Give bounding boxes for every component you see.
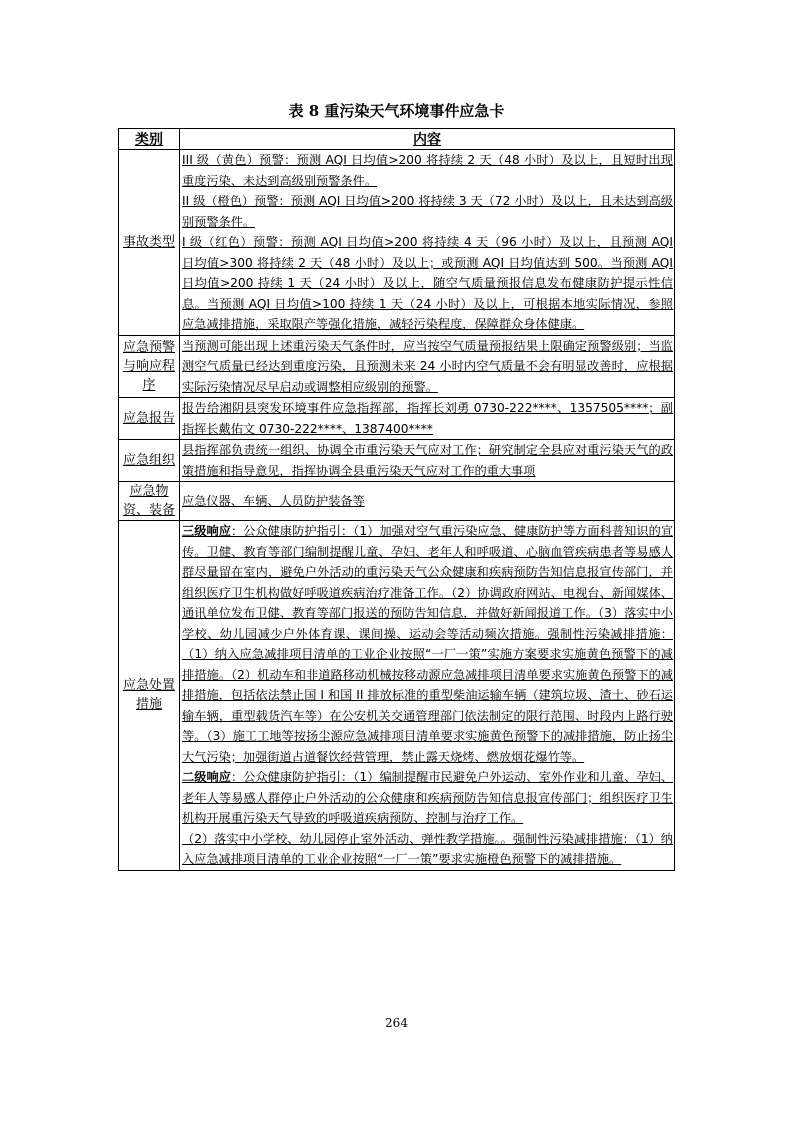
table-row [119,440,675,482]
table-row [119,150,675,336]
table-row [119,335,675,398]
content-cell [180,335,675,398]
content-paragraph [182,767,673,829]
content-cell [180,150,675,336]
content-cell [180,521,675,871]
table-header-row [119,129,675,150]
table-row [119,521,675,871]
content-paragraph: 县指挥部负责统一组织、协调全市重污染天气应对工作；研究制定全县应对重污染天气的政策措施和指导意见，指挥协调全县重污染天气应对工作的重大事项 [182,443,673,478]
table-title: 表 8 重污染天气环境事件应急卡 [288,102,505,120]
category-cell: 应急物资、装备 [119,482,180,521]
table-row [119,482,675,521]
header-content: 内容 [180,129,675,150]
category-cell: 事故类型 [119,150,180,336]
emergency-card-table [118,128,675,871]
content-paragraph: 应急仪器、车辆、人员防护装备等 [182,493,365,508]
content-paragraph: I 级（红色）预警：预测 AQI 日均值>200 将持续 4 天（96 小时）及以上，且预测 AQI 日均值>300 将持续 2 天（48 小时）及以上；或预测 AQI 日均值达到 500。当预测 AQI 日均值>200 持续 1 天（24 小时）及以上，随空气质量预报信息发布健康防护提示性信息。当预测 AQI 日均值>100 持续 1 天（24 小时）及以上，可根据本地实际情况，参照应急减排措施，采取限产等强化措施，减轻污染程度，保障群众身体健康。 [182,235,673,331]
page-number: 264 [385,1016,408,1030]
category-cell: 应急处置措施 [119,521,180,871]
table-row [119,398,675,440]
content-paragraph: 当预测可能出现上述重污染天气条件时，应当按空气质量预报结果上限确定预警级别；当监测空气质量已经达到重度污染，且预测未来 24 小时内空气质量不会有明显改善时，应根据实际污染情况尽早启动或调整相应级别的预警。 [182,338,673,394]
content-paragraph: III 级（黄色）预警：预测 AQI 日均值>200 将持续 2 天（48 小时）及以上，且短时出现重度污染、未达到高级别预警条件。 [182,153,673,188]
response-text: ：公众健康防护指引：（1）加强对空气重污染应急、健康防护等方面科普知识的宣传。卫健、教育等部门编制提醒儿童、孕妇、老年人和呼吸道、心脑血管疾病患者等易感人群尽量留在室内，避免户外活动的重污染天气公众健康和疾病预防告知信息报宣传部门，并组织医疗卫生机构做好呼吸道疾病治疗准备工作。（2）协调政府网站、电视台、新闻媒体、通讯单位发布卫健、教育等部门报送的预防告知信息，并做好新闻报道工作。（3）落实中小学校、幼儿园减少户外体育课、课间操、运动会等活动频次措施。强制性污染减排措施：（1）纳入应急减排项目清单的工业企业按照“一厂一策”实施方案要求实施黄色预警下的减排措施。（2）机动车和非道路移动机械按移动源应急减排项目清单要求实施黄色预警下的减排措施，包括依法禁止国 I 和国 II 排放标准的重型柴油运输车辆（建筑垃圾、渣土、砂石运输车辆，重型载货汽车等）在公安机关交通管理部门依法制定的限行范围、时段内上路行驶等。（3）施工工地等按扬尘源应急减排项目清单要求实施黄色预警下的减排措施，防止扬尘大气污染；加强街道占道餐饮经营管理，禁止露天烧烤、燃放烟花爆竹等。 [182,524,674,764]
content-cell [180,482,675,521]
response-text: （2）落实中小学校、幼儿园停止室外活动、弹性教学措施。。强制性污染减排措施：（1）纳入应急减排项目清单的工业企业按照“一厂一策”要求实施橙色预警下的减排措施。 [182,831,673,866]
content-paragraph: 报告给湘阴县突发环境事件应急指挥部，指挥长刘勇 0730-222****、1357505****；副指挥长戴佑文 0730-222****、1387400**** [182,401,673,436]
content-paragraph [182,521,673,767]
content-paragraph: II 级（橙色）预警：预测 AQI 日均值>200 将持续 3 天（72 小时）及以上，且未达到高级别预警条件。 [182,194,673,229]
content-cell [180,398,675,440]
response-level-label: 三级响应 [182,524,231,538]
category-cell: 应急报告 [119,398,180,440]
response-text: ：公众健康防护指引：（1）编制提醒市民避免户外运动、室外作业和儿童、孕妇、老年人等易感人群停止户外活动的公众健康和疾病预防告知信息报宣传部门；组织医疗卫生机构开展重污染天气导致的呼吸道疾病预防、控制与治疗工作。 [182,770,674,825]
header-category: 类别 [119,129,180,150]
response-level-label: 二级响应 [182,770,231,784]
category-cell: 应急组织 [119,440,180,482]
content-paragraph [182,829,673,870]
category-cell: 应急预警与响应程序 [119,335,180,398]
content-cell [180,440,675,482]
